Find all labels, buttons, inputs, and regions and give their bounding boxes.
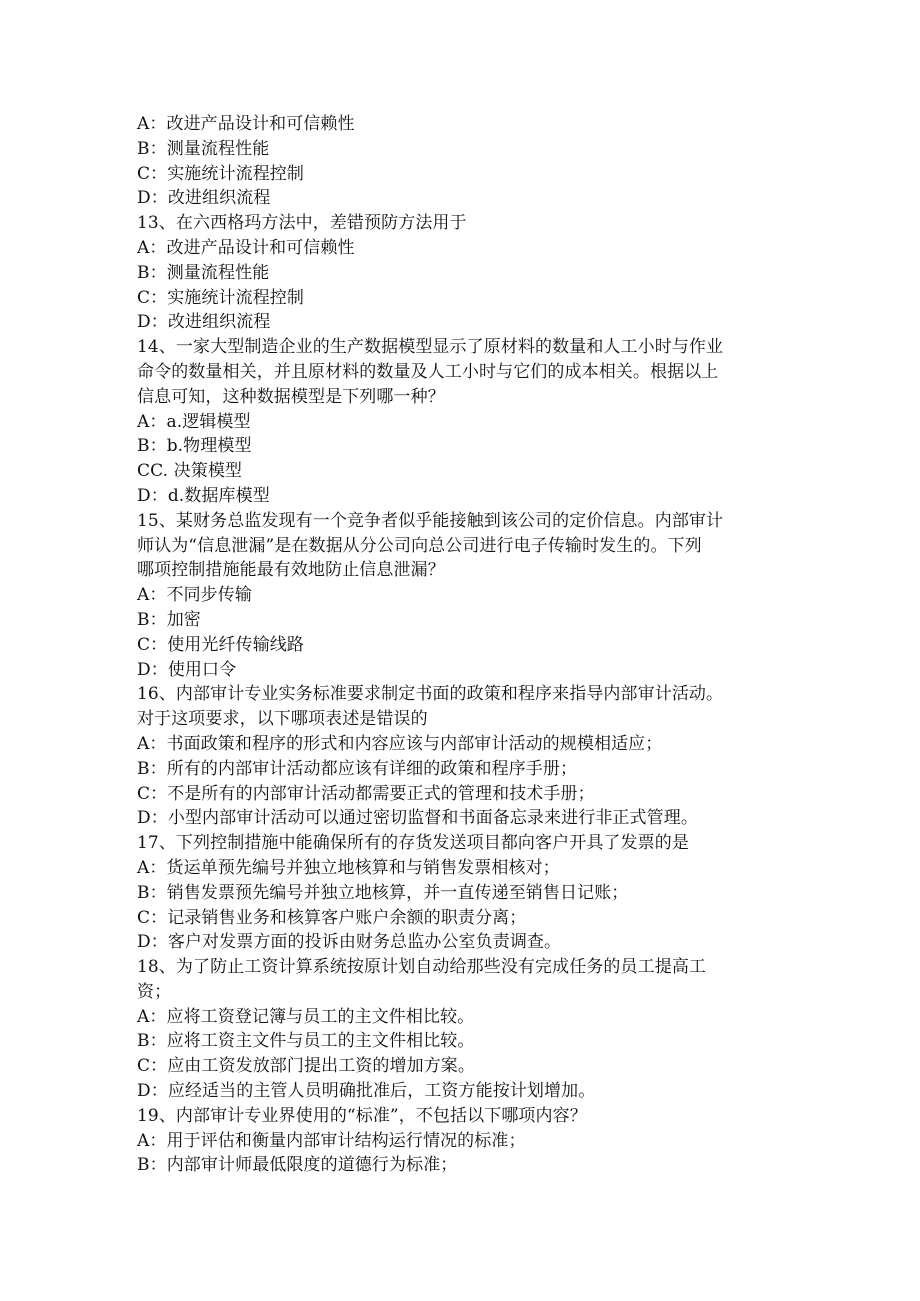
option-line: C：不是所有的内部审计活动都需要正式的管理和技术手册； xyxy=(137,783,595,804)
question-15-stem-cont: 哪项控制措施能最有效地防止信息泄漏？ xyxy=(137,560,445,581)
option-line: D：使用口令 xyxy=(137,659,237,680)
option-line: A：应将工资登记簿与员工的主文件相比较。 xyxy=(137,1006,475,1027)
option-line: A：不同步传输 xyxy=(137,585,252,606)
question-16-stem-cont: 对于这项要求，以下哪项表述是错误的 xyxy=(137,709,428,730)
option-line: D：改进组织流程 xyxy=(137,312,271,333)
option-line: A：用于评估和衡量内部审计结构运行情况的标准； xyxy=(137,1130,526,1151)
question-17-stem: 17、下列控制措施中能确保所有的存货发送项目都向客户开具了发票的是 xyxy=(137,833,689,854)
option-line: B：所有的内部审计活动都应该有详细的政策和程序手册； xyxy=(137,758,578,779)
option-line: B：测量流程性能 xyxy=(137,138,270,159)
option-line: B：销售发票预先编号并独立地核算，并一直传递至销售日记账； xyxy=(137,882,629,903)
question-15-stem-cont: 师认为“信息泄漏”是在数据从分公司向总公司进行电子传输时发生的。下列 xyxy=(137,535,702,556)
option-line: C：应由工资发放部门提出工资的增加方案。 xyxy=(137,1056,476,1077)
option-line: C：记录销售业务和核算客户账户余额的职责分离； xyxy=(137,907,527,928)
option-line: A：改进产品设计和可信赖性 xyxy=(137,114,355,134)
question-14-stem-cont: 信息可知，这种数据模型是下列哪一种？ xyxy=(137,386,445,407)
option-line: D：d.数据库模型 xyxy=(137,485,270,506)
option-line: A：货运单预先编号并独立地核算和与销售发票相核对； xyxy=(137,857,560,878)
option-line: B：内部审计师最低限度的道德行为标准； xyxy=(137,1155,458,1176)
option-line: A：书面政策和程序的形式和内容应该与内部审计活动的规模相适应； xyxy=(137,733,663,754)
question-16-stem: 16、内部审计专业实务标准要求制定书面的政策和程序来指导内部审计活动。 xyxy=(137,684,724,705)
question-14-stem: 14、一家大型制造企业的生产数据模型显示了原材料的数量和人工小时与作业 xyxy=(137,337,724,358)
question-15-stem: 15、某财务总监发现有一个竞争者似乎能接触到该公司的定价信息。内部审计 xyxy=(137,510,724,531)
question-18-stem-cont: 资； xyxy=(137,981,172,1002)
option-line: D：应经适当的主管人员明确批准后，工资方能按计划增加。 xyxy=(137,1081,596,1102)
question-19-stem: 19、内部审计专业界使用的“标准”，不包括以下哪项内容？ xyxy=(137,1105,587,1126)
option-line: B：加密 xyxy=(137,609,201,630)
option-line: C：实施统计流程控制 xyxy=(137,287,305,308)
option-line: D：客户对发票方面的投诉由财务总监办公室负责调查。 xyxy=(137,932,562,953)
option-line: B：b.物理模型 xyxy=(137,436,252,457)
option-line: D：小型内部审计活动可以通过密切监督和书面备忘录来进行非正式管理。 xyxy=(137,808,698,829)
option-line: B：测量流程性能 xyxy=(137,262,270,283)
option-line: B：应将工资主文件与员工的主文件相比较。 xyxy=(137,1031,475,1052)
question-13-stem: 13、在六西格玛方法中，差错预防方法用于 xyxy=(137,213,467,234)
option-line: D：改进组织流程 xyxy=(137,188,271,209)
option-line: A：改进产品设计和可信赖性 xyxy=(137,237,355,258)
option-line: C：使用光纤传输线路 xyxy=(137,634,305,655)
document-body xyxy=(137,112,777,1178)
option-line: C：实施统计流程控制 xyxy=(137,163,305,184)
question-18-stem: 18、为了防止工资计算系统按原计划自动给那些没有完成任务的员工提高工 xyxy=(137,957,707,978)
option-line: A：a.逻辑模型 xyxy=(137,411,251,432)
question-14-stem-cont: 命令的数量相关，并且原材料的数量及人工小时与它们的成本相关。根据以上 xyxy=(137,361,719,382)
option-line: CC. 决策模型 xyxy=(137,461,243,482)
